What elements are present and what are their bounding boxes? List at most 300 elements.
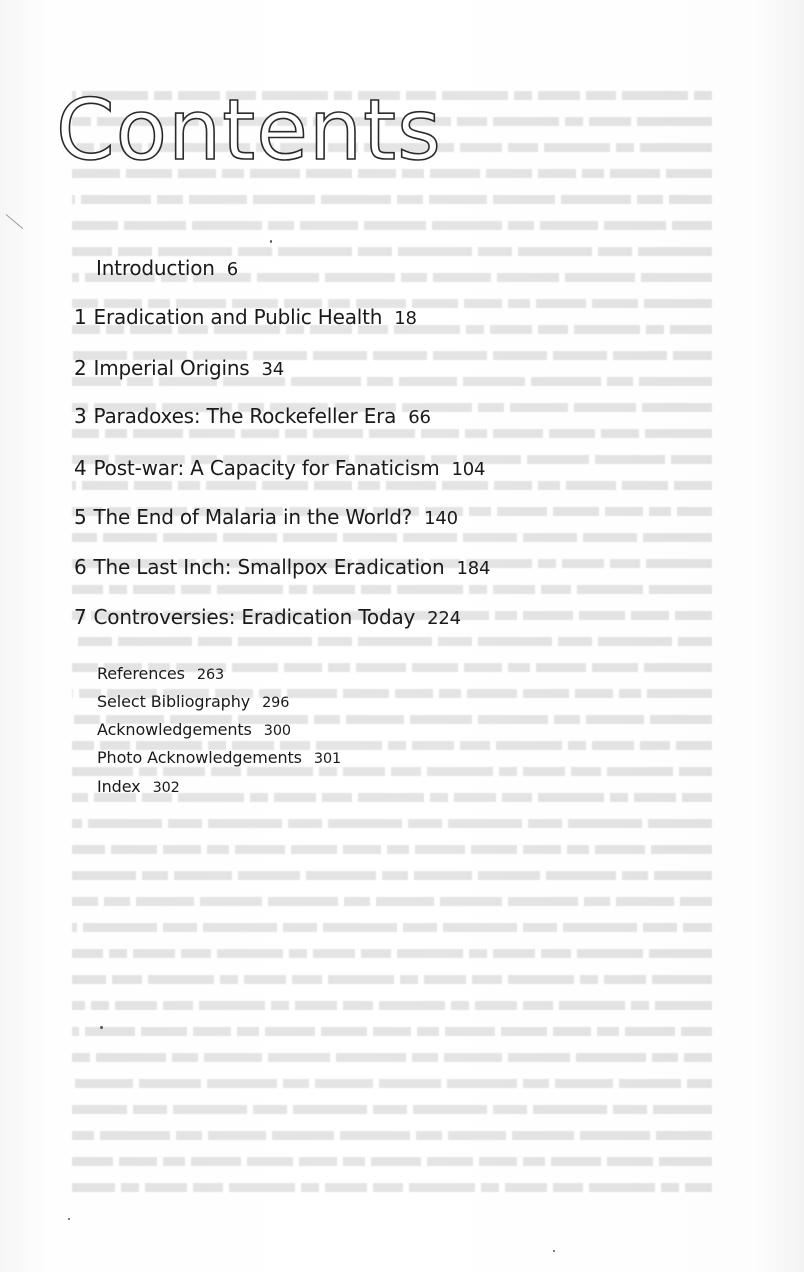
show-through-word	[301, 1183, 319, 1192]
show-through-word	[75, 1079, 133, 1088]
show-through-word	[574, 325, 640, 334]
show-through-word	[541, 949, 571, 958]
toc-entry-page: 296	[262, 695, 290, 711]
show-through-word	[274, 793, 316, 802]
show-through-line	[62, 1018, 712, 1044]
toc-entry-page: 300	[263, 723, 291, 739]
show-through-word	[536, 299, 586, 308]
show-through-word	[666, 169, 712, 178]
show-through-word	[478, 637, 552, 646]
show-through-word	[268, 1053, 330, 1062]
show-through-word	[163, 923, 197, 932]
show-through-word	[145, 1183, 187, 1192]
show-through-word	[200, 897, 262, 906]
show-through-word	[538, 793, 604, 802]
show-through-word	[494, 481, 532, 490]
show-through-word	[163, 1157, 185, 1166]
show-through-word	[554, 715, 580, 724]
show-through-word	[83, 923, 157, 932]
show-through-word	[580, 975, 598, 984]
show-through-word	[414, 871, 472, 880]
show-through-word	[343, 533, 397, 542]
show-through-word	[314, 715, 340, 724]
show-through-word	[523, 533, 577, 542]
show-through-word	[364, 221, 426, 230]
show-through-word	[412, 1053, 438, 1062]
show-through-word	[91, 1001, 109, 1010]
show-through-word	[644, 299, 712, 308]
show-through-word	[553, 1183, 583, 1192]
toc-entry-page: 302	[152, 780, 180, 796]
toc-entry-label: Post-war: A Capacity for Fanaticism	[93, 456, 440, 480]
show-through-word	[72, 1001, 85, 1010]
show-through-line	[62, 836, 712, 862]
ink-speck	[553, 1250, 555, 1252]
show-through-word	[433, 273, 491, 282]
show-through-word	[319, 767, 337, 776]
show-through-word	[314, 481, 352, 490]
show-through-word	[566, 481, 616, 490]
show-through-word	[575, 689, 613, 698]
show-through-word	[111, 845, 157, 854]
show-through-word	[206, 481, 256, 490]
show-through-word	[460, 143, 502, 152]
show-through-word	[643, 923, 677, 932]
show-through-word	[112, 975, 142, 984]
show-through-word	[328, 975, 394, 984]
show-through-word	[568, 819, 642, 828]
show-through-word	[81, 195, 151, 204]
show-through-word	[168, 819, 202, 828]
show-through-word	[675, 611, 712, 620]
show-through-word	[523, 845, 561, 854]
show-through-word	[343, 689, 389, 698]
show-through-line	[62, 914, 712, 940]
show-through-word	[646, 559, 712, 568]
show-through-word	[457, 117, 487, 126]
show-through-word	[649, 507, 671, 516]
show-through-word	[595, 845, 645, 854]
show-through-word	[272, 1131, 334, 1140]
show-through-word	[193, 1183, 223, 1192]
show-through-word	[475, 1001, 517, 1010]
show-through-word	[478, 403, 504, 412]
show-through-word	[641, 273, 712, 282]
show-through-word	[613, 351, 667, 360]
show-through-word	[315, 1079, 373, 1088]
show-through-word	[289, 585, 307, 594]
show-through-word	[479, 1157, 517, 1166]
show-through-word	[72, 1027, 79, 1036]
show-through-word	[163, 1001, 193, 1010]
show-through-word	[358, 481, 380, 490]
show-through-word	[528, 819, 562, 828]
show-through-word	[592, 741, 634, 750]
show-through-word	[287, 689, 337, 698]
show-through-word	[72, 1157, 113, 1166]
show-through-word	[568, 741, 586, 750]
show-through-word	[121, 1183, 139, 1192]
show-through-word	[592, 299, 638, 308]
show-through-line	[62, 1044, 712, 1070]
show-through-word	[598, 247, 632, 256]
show-through-word	[313, 585, 355, 594]
show-through-word	[460, 741, 490, 750]
show-through-word	[478, 247, 512, 256]
show-through-word	[313, 351, 367, 360]
show-through-word	[661, 1183, 679, 1192]
show-through-word	[208, 819, 282, 828]
show-through-word	[265, 1027, 315, 1036]
show-through-word	[141, 1027, 187, 1036]
ink-speck	[100, 1026, 103, 1029]
show-through-word	[598, 637, 672, 646]
show-through-word	[323, 923, 397, 932]
show-through-word	[523, 689, 569, 698]
show-through-word	[499, 767, 517, 776]
show-through-word	[432, 221, 502, 230]
show-through-word	[469, 507, 491, 516]
show-through-word	[510, 403, 568, 412]
toc-entry-chapter-2[interactable]	[74, 356, 284, 380]
toc-entry-chapter-4[interactable]	[74, 456, 485, 480]
show-through-word	[577, 949, 643, 958]
show-through-word	[244, 975, 286, 984]
show-through-word	[508, 1053, 570, 1062]
show-through-word	[538, 169, 576, 178]
show-through-word	[72, 1131, 94, 1140]
toc-entry-acknowledgements[interactable]	[97, 720, 291, 739]
show-through-word	[72, 793, 88, 802]
show-through-word	[685, 1183, 712, 1192]
show-through-word	[561, 195, 631, 204]
show-through-word	[639, 377, 712, 386]
show-through-word	[595, 455, 665, 464]
show-through-word	[586, 91, 616, 100]
show-through-word	[291, 845, 337, 854]
toc-entry-label: The End of Malaria in the World?	[93, 505, 413, 529]
show-through-word	[344, 897, 370, 906]
show-through-word	[178, 481, 200, 490]
show-through-word	[72, 533, 97, 542]
show-through-word	[442, 91, 508, 100]
show-through-word	[472, 975, 502, 984]
show-through-word	[582, 169, 604, 178]
toc-entry-select-bibliography[interactable]	[97, 692, 289, 711]
toc-entry-page: 34	[261, 359, 285, 380]
show-through-word	[538, 91, 580, 100]
show-through-word	[505, 1183, 547, 1192]
show-through-word	[638, 247, 712, 256]
show-through-word	[189, 195, 247, 204]
show-through-word	[387, 845, 409, 854]
show-through-word	[467, 689, 517, 698]
show-through-word	[322, 793, 352, 802]
show-through-word	[551, 1157, 601, 1166]
show-through-word	[416, 1131, 442, 1140]
show-through-word	[238, 247, 272, 256]
show-through-word	[652, 1053, 678, 1062]
show-through-word	[313, 949, 355, 958]
show-through-word	[631, 611, 669, 620]
show-through-word	[536, 663, 586, 672]
show-through-word	[469, 585, 487, 594]
show-through-word	[403, 533, 457, 542]
show-through-word	[72, 741, 94, 750]
show-through-word	[493, 949, 535, 958]
show-through-word	[544, 143, 610, 152]
show-through-word	[204, 1053, 262, 1062]
show-through-word	[469, 949, 487, 958]
show-through-word	[490, 325, 532, 334]
show-through-word	[514, 91, 532, 100]
show-through-word	[622, 481, 668, 490]
show-through-line	[62, 992, 712, 1018]
show-through-word	[306, 871, 376, 880]
show-through-line	[62, 212, 712, 238]
show-through-word	[523, 611, 573, 620]
show-through-word	[373, 1027, 411, 1036]
toc-entry-number: 5	[74, 505, 87, 529]
show-through-word	[300, 221, 358, 230]
show-through-word	[413, 1105, 487, 1114]
show-through-word	[440, 897, 502, 906]
show-through-line	[62, 862, 712, 888]
show-through-word	[321, 195, 391, 204]
toc-entry-index[interactable]	[97, 777, 180, 796]
show-through-word	[72, 767, 133, 776]
show-through-word	[684, 1053, 712, 1062]
show-through-word	[72, 429, 99, 438]
show-through-word	[136, 897, 194, 906]
show-through-word	[72, 585, 103, 594]
show-through-word	[597, 1027, 619, 1036]
toc-entry-chapter-5[interactable]	[74, 505, 458, 529]
show-through-word	[656, 1131, 712, 1140]
show-through-word	[616, 143, 634, 152]
show-through-word	[288, 819, 322, 828]
show-through-word	[680, 897, 712, 906]
show-through-word	[442, 481, 488, 490]
show-through-word	[565, 117, 583, 126]
show-through-word	[601, 429, 639, 438]
toc-entry-label: Photo Acknowledgements	[97, 748, 302, 767]
show-through-word	[567, 845, 589, 854]
show-through-line	[62, 1122, 712, 1148]
show-through-word	[72, 975, 106, 984]
page-title: Contents	[56, 81, 442, 179]
reverse-side-show-through	[62, 82, 712, 1202]
show-through-word	[72, 1053, 90, 1062]
show-through-word	[497, 273, 559, 282]
show-through-word	[72, 819, 82, 828]
toc-entry-page: 140	[424, 508, 458, 529]
show-through-word	[235, 845, 285, 854]
show-through-word	[72, 1183, 115, 1192]
show-through-word	[672, 221, 712, 230]
show-through-word	[439, 689, 461, 698]
show-through-word	[72, 897, 98, 906]
show-through-word	[576, 1053, 646, 1062]
show-through-word	[669, 195, 712, 204]
show-through-word	[610, 169, 660, 178]
show-through-word	[208, 1131, 266, 1140]
show-through-word	[671, 455, 712, 464]
show-through-word	[88, 819, 162, 828]
show-through-word	[72, 221, 118, 230]
show-through-word	[559, 1001, 625, 1010]
show-through-word	[399, 377, 457, 386]
toc-entry-references[interactable]	[97, 664, 224, 683]
show-through-word	[538, 325, 568, 334]
show-through-line	[62, 888, 712, 914]
show-through-word	[72, 247, 112, 256]
show-through-word	[409, 1183, 475, 1192]
toc-entry-page: 66	[408, 407, 431, 428]
toc-entry-label: Acknowledgements	[97, 720, 252, 739]
show-through-word	[518, 247, 592, 256]
show-through-word	[229, 1183, 295, 1192]
show-through-word	[642, 403, 712, 412]
show-through-line	[62, 1174, 712, 1200]
show-through-word	[589, 117, 631, 126]
show-through-word	[361, 585, 391, 594]
show-through-word	[640, 741, 670, 750]
toc-entry-chapter-7[interactable]	[74, 605, 461, 629]
show-through-word	[443, 923, 517, 932]
show-through-word	[417, 1027, 439, 1036]
show-through-word	[109, 585, 127, 594]
show-through-word	[382, 871, 408, 880]
toc-entry-page: 184	[456, 558, 491, 579]
show-through-word	[622, 871, 648, 880]
show-through-word	[574, 403, 636, 412]
toc-entry-page: 224	[427, 608, 461, 629]
show-through-word	[538, 559, 556, 568]
show-through-word	[163, 767, 205, 776]
show-through-word	[604, 221, 666, 230]
show-through-word	[427, 1157, 473, 1166]
show-through-word	[268, 221, 294, 230]
show-through-word	[371, 1157, 421, 1166]
ink-speck	[68, 1218, 70, 1220]
show-through-word	[438, 637, 472, 646]
show-through-word	[343, 767, 385, 776]
show-through-word	[367, 377, 393, 386]
toc-entry-chapter-1[interactable]	[74, 305, 417, 329]
show-through-word	[649, 585, 712, 594]
show-through-word	[583, 533, 637, 542]
show-through-word	[493, 195, 555, 204]
show-through-word	[580, 1131, 650, 1140]
toc-entry-page: 263	[196, 667, 225, 683]
show-through-word	[546, 871, 616, 880]
show-through-word	[471, 845, 517, 854]
show-through-word	[549, 429, 595, 438]
show-through-word	[361, 949, 391, 958]
show-through-word	[253, 195, 315, 204]
show-through-word	[408, 819, 442, 828]
show-through-word	[178, 793, 244, 802]
show-through-word	[133, 585, 175, 594]
show-through-word	[673, 351, 712, 360]
toc-entry-photo-acknowledgements[interactable]	[97, 748, 341, 767]
show-through-word	[643, 533, 712, 542]
show-through-word	[555, 1079, 613, 1088]
show-through-word	[358, 637, 432, 646]
show-through-word	[189, 429, 235, 438]
show-through-word	[579, 611, 625, 620]
show-through-word	[118, 637, 192, 646]
ink-speck	[270, 240, 272, 243]
show-through-word	[648, 819, 712, 828]
show-through-word	[336, 1053, 406, 1062]
show-through-word	[262, 481, 308, 490]
show-through-word	[386, 481, 436, 490]
show-through-line	[62, 186, 712, 212]
show-through-word	[523, 1001, 553, 1010]
show-through-word	[577, 585, 643, 594]
show-through-word	[447, 1079, 517, 1088]
toc-entry-chapter-6[interactable]	[74, 555, 490, 579]
show-through-word	[563, 923, 637, 932]
show-through-word	[193, 1027, 231, 1036]
show-through-word	[493, 585, 535, 594]
show-through-word	[655, 1001, 712, 1010]
show-through-word	[176, 1131, 202, 1140]
show-through-word	[192, 221, 262, 230]
show-through-word	[541, 585, 571, 594]
show-through-word	[501, 1027, 547, 1036]
show-through-word	[444, 1053, 502, 1062]
show-through-word	[683, 923, 712, 932]
show-through-word	[616, 897, 674, 906]
show-through-word	[217, 949, 283, 958]
show-through-word	[619, 689, 641, 698]
toc-entry-chapter-3[interactable]	[74, 404, 431, 428]
show-through-word	[72, 871, 136, 880]
toc-entry-number: 2	[74, 356, 87, 380]
show-through-word	[687, 1079, 712, 1088]
show-through-word	[395, 689, 433, 698]
show-through-word	[293, 1105, 367, 1114]
show-through-word	[651, 845, 712, 854]
show-through-word	[343, 1001, 373, 1010]
show-through-word	[220, 975, 238, 984]
show-through-word	[124, 221, 186, 230]
show-through-word	[412, 299, 458, 308]
show-through-word	[295, 1001, 337, 1010]
show-through-word	[328, 663, 350, 672]
show-through-word	[415, 845, 465, 854]
show-through-word	[659, 1157, 712, 1166]
show-through-word	[508, 663, 530, 672]
pencil-mark	[6, 214, 23, 229]
show-through-word	[343, 1157, 365, 1166]
show-through-word	[247, 767, 313, 776]
show-through-word	[72, 923, 77, 932]
show-through-line	[62, 810, 712, 836]
show-through-word	[502, 793, 532, 802]
show-through-word	[232, 663, 278, 672]
toc-entry-number: 1	[74, 305, 87, 329]
show-through-word	[358, 247, 392, 256]
show-through-word	[678, 637, 712, 646]
show-through-word	[634, 793, 676, 802]
show-through-word	[649, 949, 712, 958]
toc-entry-introduction[interactable]	[96, 256, 238, 280]
show-through-word	[268, 897, 338, 906]
